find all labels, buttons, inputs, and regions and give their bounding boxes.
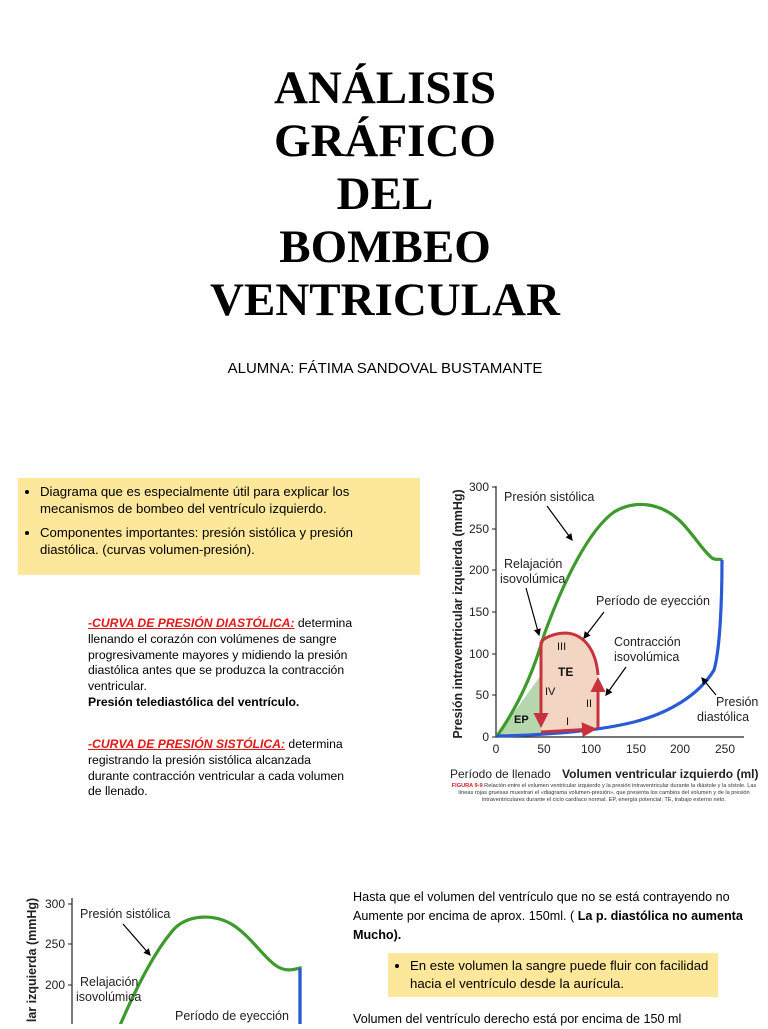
- x-axis-label: Volumen ventricular izquierdo (ml): [562, 767, 759, 781]
- title-line: VENTRICULAR: [210, 274, 560, 326]
- y-tick-label: 0: [482, 730, 489, 744]
- volume-paragraph: [353, 888, 758, 945]
- x-tick-label: 150: [625, 742, 647, 756]
- pv-graph-cropped: [0, 880, 310, 1024]
- pv-graph: [444, 470, 764, 782]
- phase-label: I: [566, 716, 570, 728]
- relaxation-annotation: Relajación: [504, 557, 563, 571]
- x-axis-left-label: Período de llenado: [450, 767, 551, 781]
- flow-bullet-box: [388, 953, 718, 997]
- y-tick-label: 150: [468, 605, 489, 619]
- author-line: ALUMNA: FÁTIMA SANDOVAL BUSTAMANTE: [227, 360, 543, 377]
- diastolic-paragraph: [88, 616, 378, 711]
- y-tick-label: 200: [44, 978, 65, 992]
- y-ticks: [45, 897, 65, 992]
- ejection-annotation: Período de eyección: [175, 1009, 289, 1023]
- x-tick-label: 200: [669, 742, 691, 756]
- title-line: ANÁLISIS: [273, 62, 497, 114]
- relaxation-annotation: isovolúmica: [500, 572, 566, 586]
- flow-bullet: • En este volumen la sangre puede fluir con facilidad hacia el ventrículo desde la aurícula.: [410, 957, 712, 993]
- y-tick-label: 50: [475, 688, 489, 702]
- phase-label: II: [586, 698, 593, 710]
- phase-label: IV: [545, 686, 556, 698]
- diastolic-heading: -CURVA DE PRESIÓN DIASTÓLICA:: [88, 616, 295, 630]
- x-ticks: [493, 742, 736, 756]
- y-tick-label: 100: [468, 647, 489, 661]
- ejection-annotation: Período de eyección: [596, 594, 710, 608]
- diastolic-text: determina llenando el corazón con volúmenes de sangre progresivamente mayores y midiendo la presión diastólica antes que se produzca la contracción ventricular.: [88, 616, 353, 694]
- te-label: TE: [558, 665, 574, 679]
- x-tick-label: 250: [714, 742, 736, 756]
- systolic-annotation: Presión sistólica: [80, 907, 171, 921]
- right-ventricle-text: Volumen del ventrículo derecho está por encima de 150 ml: [353, 1012, 682, 1026]
- y-tick-label: 300: [44, 897, 65, 911]
- contraction-annotation: Contracción: [614, 635, 681, 649]
- systolic-heading: -CURVA DE PRESIÓN SISTÓLICA:: [88, 737, 286, 751]
- x-tick-label: 100: [580, 742, 602, 756]
- y-axis-label: lar izquierda (mmHg): [25, 897, 39, 1023]
- page-title: [150, 62, 620, 327]
- figure-caption-text: Relación entre el volumen ventricular izquierdo y la presión intraventricular durante la diástole y la sístole. Las líneas rojas gruesas muestran el «diagrama volumen-presión», que presenta los cambios del volumen y de la presión intraventriculares durante el ciclo cardíaco normal. EP, energía potencial; TE, trabajo externo neto.: [458, 783, 757, 803]
- volume-bold-text: La p. diastólica no aumenta Mucho).: [353, 909, 743, 942]
- systolic-annotation: Presión sistólica: [504, 490, 595, 504]
- diastolic-bold-line: Presión telediastólica del ventrículo.: [88, 694, 300, 709]
- contraction-annotation: isovolúmica: [614, 650, 680, 664]
- summary-box: [18, 478, 420, 575]
- diastolic-annotation: Presión: [716, 695, 759, 709]
- summary-bullet: • Diagrama que es especialmente útil para explicar los mecanismos de bombeo del ventrículo izquierdo.: [40, 484, 412, 517]
- y-tick-label: 300: [468, 480, 489, 494]
- title-line: DEL: [336, 168, 434, 220]
- figure-number: FIGURA 9-9: [451, 783, 483, 789]
- y-ticks: [469, 480, 489, 744]
- y-tick-label: 200: [468, 563, 489, 577]
- phase-label: III: [557, 641, 567, 653]
- y-tick-label: 250: [468, 522, 489, 536]
- systolic-curve: [118, 917, 300, 1024]
- title-line: GRÁFICO: [274, 115, 496, 167]
- diastolic-annotation: diastólica: [697, 710, 750, 724]
- figure-caption: [448, 783, 760, 804]
- y-tick-label: 250: [44, 937, 65, 951]
- summary-bullet: • Componentes importantes: presión sistólica y presión diastólica. (curvas volumen-presión).: [40, 525, 412, 558]
- y-axis-label: Presión intraventricular izquierda (mmHg): [451, 489, 465, 739]
- relaxation-annotation: Relajación: [80, 975, 139, 989]
- x-tick-label: 0: [492, 742, 500, 756]
- systolic-text: determina registrando la presión sistólica alcanzada durante contracción ventricular a cada volumen de llenado.: [88, 737, 345, 799]
- ep-label: EP: [514, 714, 529, 726]
- x-tick-label: 50: [537, 742, 551, 756]
- volume-text: Hasta que el volumen del ventrículo que no se está contrayendo no Aumente por encima de aprox. 150ml. (: [353, 890, 730, 923]
- systolic-paragraph: [88, 737, 348, 800]
- title-line: BOMBEO: [279, 221, 491, 273]
- relaxation-annotation: isovolúmica: [76, 990, 142, 1004]
